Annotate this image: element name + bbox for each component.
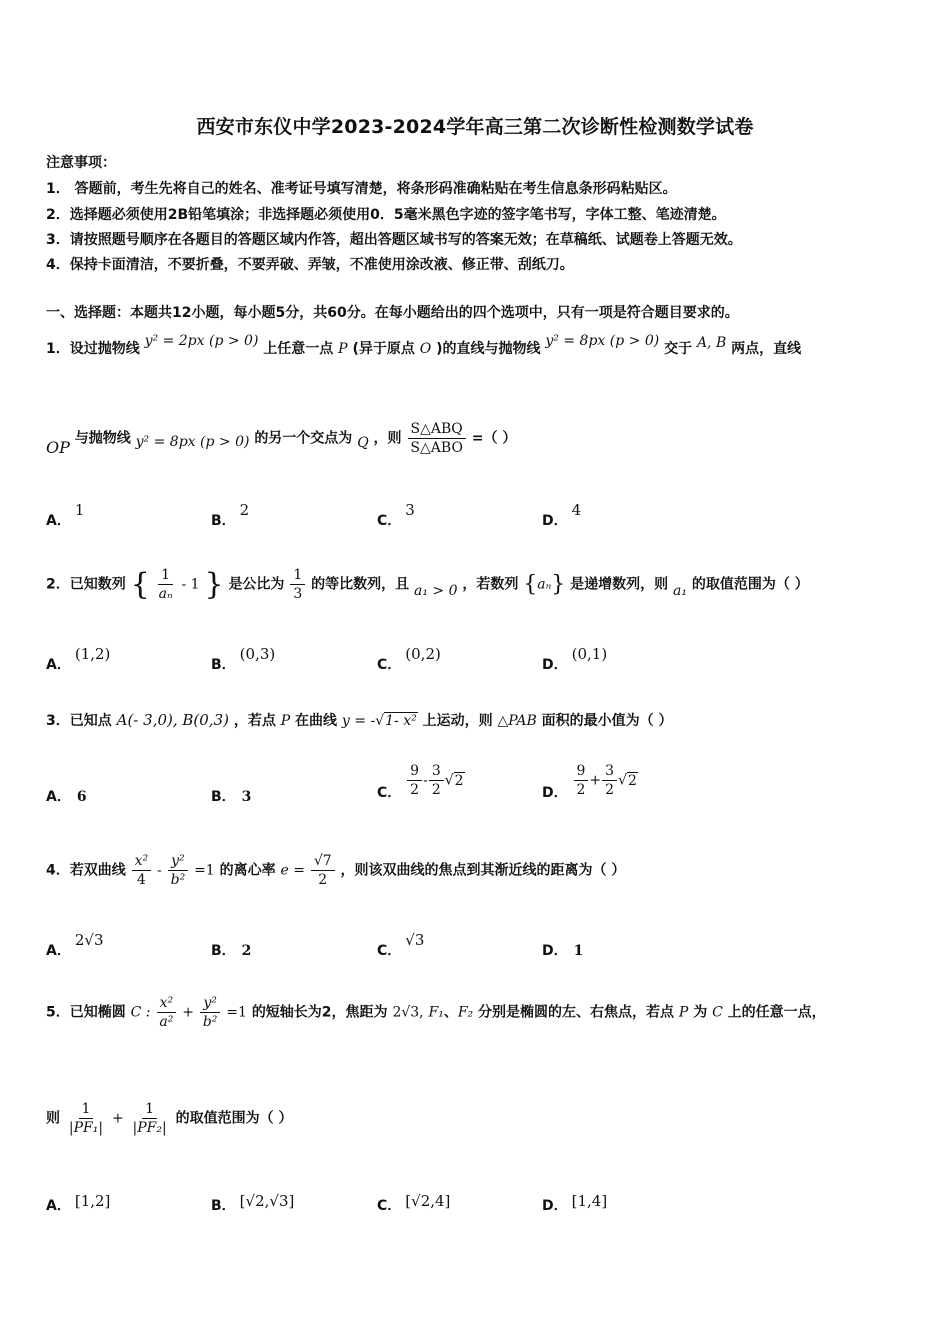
fraction-numerator: y²: [168, 852, 188, 871]
option-value: (0,2): [405, 645, 441, 663]
fraction-numerator: 9: [407, 762, 422, 781]
q5-reciprocal-2: [130, 1100, 170, 1137]
q4-option-b[interactable]: [211, 940, 251, 960]
q5-text: 的取值范围为（ ）: [175, 1110, 293, 1127]
q1-answer-blank: =（ ）: [471, 430, 517, 447]
fraction-numerator: √7: [311, 852, 335, 871]
option-label: A．: [46, 657, 71, 673]
fraction-numerator: 3: [429, 762, 444, 781]
fraction-denominator: 2: [576, 782, 586, 798]
q1-point-q: Q: [357, 434, 369, 451]
q2-text: ，若数列: [462, 576, 519, 593]
option-value: 3: [241, 789, 252, 805]
sqrt-sign: √: [444, 772, 454, 789]
question-5-line-1: [46, 994, 826, 1031]
q3-text: 面积的最小值为（ ）: [541, 713, 673, 729]
q3-triangle: △PAB: [497, 713, 537, 729]
q2-a1: a₁: [673, 582, 687, 599]
notice-item-2: 2．选择题必须使用2B铅笔填涂；非选择题必须使用0．5毫米黑色字迹的签字笔书写，字体工整、笔迹清楚。: [46, 207, 726, 223]
q1-equation-1: y² = 2px (p > 0): [144, 333, 259, 349]
q4-option-d[interactable]: [542, 940, 583, 960]
option-label: A．: [46, 1198, 71, 1214]
fraction-denominator: 2: [431, 782, 441, 798]
option-label: B．: [211, 1198, 236, 1214]
option-label: D．: [542, 1198, 568, 1214]
q2-option-d[interactable]: [542, 645, 608, 674]
q5-text: 分别是椭圆的左、右焦点，若点: [478, 1004, 675, 1021]
q4-eccentricity-value: [311, 852, 335, 889]
notice-item-3: 3．请按照题号顺序在各题目的答题区域内作答，超出答题区域书写的答案无效；在草稿纸、试题卷上答题无效。: [46, 232, 742, 248]
q5-ellipse-c: C: [712, 1004, 723, 1021]
right-brace: }: [551, 572, 566, 597]
q3-option-b[interactable]: [211, 786, 251, 806]
option-operator: -: [423, 772, 428, 789]
q3-text: ，若点: [233, 713, 276, 729]
q1-text: )的直线与抛物线: [436, 341, 541, 357]
q4-text: 的离心率: [219, 862, 276, 879]
q1-text: 的另一个交点为: [254, 430, 353, 447]
q1-points-ab: A, B: [696, 335, 727, 351]
q4-minus: -: [157, 862, 162, 879]
q1-equation-2: y² = 8px (p > 0): [545, 333, 660, 349]
question-3: [46, 710, 673, 730]
q5-focus-2: F₂: [457, 1004, 474, 1021]
q5-text: 为: [693, 1004, 708, 1021]
fraction-numerator: y²: [200, 994, 220, 1013]
option-label: D．: [542, 657, 568, 673]
q5-x-term: [156, 994, 176, 1031]
option-label: C．: [377, 513, 402, 529]
option-operator: +: [589, 772, 602, 789]
right-brace: }: [204, 567, 224, 602]
option-value: [1,4]: [571, 1192, 608, 1210]
q5-text: 5．已知椭圆: [46, 1004, 126, 1021]
q1-ratio-denominator: S△ABO: [410, 440, 463, 456]
option-label: C．: [377, 784, 402, 801]
option-value: 1: [573, 943, 584, 959]
fraction-numerator: 3: [602, 762, 617, 781]
q2-common-ratio: [290, 566, 305, 603]
option-value: 1: [74, 501, 85, 519]
q1-text: 1．设过抛物线: [46, 341, 140, 357]
q1-option-d[interactable]: [542, 501, 582, 530]
q1-text: 上任意一点: [263, 341, 334, 357]
option-label: D．: [542, 784, 568, 801]
q3-text: 在曲线: [295, 713, 338, 729]
fraction-numerator: 9: [574, 762, 589, 781]
option-label: A．: [46, 943, 71, 959]
q5-point-p: P: [678, 1004, 689, 1021]
q5-text: 的短轴长为2，焦距为: [251, 1004, 388, 1021]
q5-text: 则: [46, 1110, 60, 1127]
q1-area-ratio: [407, 420, 466, 457]
q2-text: 2．已知数列: [46, 576, 126, 593]
q2-option-b[interactable]: [211, 645, 276, 674]
fraction-numerator: 1: [142, 1100, 157, 1119]
option-value: (1,2): [74, 645, 111, 663]
option-label: B．: [211, 513, 236, 529]
notice-item-1: 1． 答题前，考生先将自己的姓名、准考证号填写清楚，将条形码准确粘贴在考生信息条形码粘贴区。: [46, 181, 677, 197]
option-fraction: [429, 762, 444, 799]
q5-option-c[interactable]: [377, 1192, 451, 1215]
q5-plus: +: [111, 1110, 124, 1127]
q2-text: 的取值范围为（ ）: [691, 576, 809, 593]
option-value: 6: [76, 789, 87, 805]
q1-text: (异于原点: [352, 341, 415, 357]
q2-option-a[interactable]: [46, 645, 111, 674]
q4-option-a[interactable]: [46, 931, 104, 960]
q4-option-c[interactable]: [377, 931, 425, 960]
fraction-denominator: aₙ: [158, 586, 173, 602]
q3-text: 3．已知点: [46, 713, 112, 729]
option-fraction: [407, 762, 422, 799]
question-1-line-2: [46, 420, 516, 457]
q5-option-d[interactable]: [542, 1192, 608, 1215]
option-label: C．: [377, 657, 402, 673]
option-value: 2: [239, 501, 250, 519]
option-value: 2√3: [74, 931, 104, 949]
q4-text: ，则该双曲线的焦点到其渐近线的距离为（ ）: [340, 862, 626, 879]
fraction-numerator: 1: [290, 566, 305, 585]
q2-sequence-tail: - 1: [181, 576, 200, 593]
option-label: B．: [211, 657, 236, 673]
q3-option-a[interactable]: [46, 786, 87, 806]
q2-text: 的等比数列，且: [311, 576, 410, 593]
q1-text: 交于: [664, 341, 693, 357]
q3-text: 上运动，则: [422, 713, 493, 729]
q4-eccentricity: e =: [280, 862, 305, 879]
q5-focal-distance: 2√3,: [392, 1004, 424, 1021]
q5-equals: =1: [226, 1004, 247, 1021]
q5-ellipse-name: C :: [130, 1004, 151, 1021]
question-1-line-1: [46, 333, 802, 358]
q3-point-p: P: [280, 713, 291, 729]
sqrt-sign: √: [618, 772, 627, 789]
fraction-numerator: 1: [158, 566, 173, 585]
option-label: C．: [377, 943, 402, 959]
q5-plus: +: [182, 1004, 194, 1021]
q1-text: ，则: [373, 430, 402, 447]
q5-separator: 、: [443, 1004, 458, 1021]
q5-option-a[interactable]: [46, 1192, 111, 1215]
option-value: 4: [571, 501, 582, 519]
option-value: [1,2]: [74, 1192, 111, 1210]
q2-text: 是递增数列，则: [570, 576, 669, 593]
section-heading: 一、选择题：本题共12小题，每小题5分，共60分。在每小题给出的四个选项中，只有一项是符合题目要求的。: [46, 305, 739, 321]
fraction-denominator: a²: [159, 1014, 174, 1030]
q4-text: 4．若双曲线: [46, 862, 126, 879]
q1-option-c[interactable]: [377, 501, 415, 530]
q5-focus-1: F₁: [428, 1004, 444, 1021]
q1-line-op: OP: [46, 437, 70, 457]
q2-condition: a₁ > 0: [413, 582, 458, 599]
left-brace: {: [130, 567, 150, 602]
fraction-denominator: 2: [605, 782, 615, 798]
option-value: 2: [241, 943, 252, 959]
option-fraction: [574, 762, 589, 799]
q5-text: 上的任意一点，: [727, 1004, 826, 1021]
option-value: [√2,√3]: [239, 1192, 295, 1210]
option-label: A．: [46, 789, 71, 805]
notice-item-4: 4．保持卡面清洁，不要折叠，不要弄破、弄皱，不准使用涂改液、修正带、刮纸刀。: [46, 257, 574, 273]
q5-y-term: [200, 994, 221, 1031]
option-label: D．: [542, 513, 568, 529]
fraction-denominator: |PF₁|: [68, 1120, 104, 1136]
exam-title: 西安市东仪中学2023-2024学年高三第二次诊断性检测数学试卷: [196, 116, 754, 138]
notice-heading: 注意事项：: [46, 155, 116, 171]
left-brace: {: [523, 572, 538, 597]
q5-option-b[interactable]: [211, 1192, 295, 1215]
q2-option-c[interactable]: [377, 645, 441, 674]
option-radicand: 2: [628, 772, 637, 789]
q5-reciprocal-1: [66, 1100, 106, 1137]
q2-sequence-fraction: [156, 566, 176, 603]
option-label: A．: [46, 513, 71, 529]
q4-x-term: [132, 852, 152, 889]
fraction-numerator: x²: [132, 852, 152, 871]
q3-curve-radicand: 1- x²: [385, 713, 417, 729]
option-label: B．: [211, 943, 236, 959]
q3-option-d[interactable]: [542, 762, 638, 799]
option-value: 3: [405, 501, 415, 519]
question-4: [46, 852, 625, 889]
fraction-denominator: 4: [136, 872, 146, 888]
sqrt-sign: √: [375, 713, 385, 729]
fraction-denominator: 3: [293, 586, 303, 602]
q1-option-a[interactable]: [46, 501, 85, 530]
option-radicand: 2: [454, 772, 464, 789]
q3-points: A(- 3,0), B(0,3): [116, 711, 229, 729]
option-value: [√2,4]: [405, 1192, 451, 1210]
question-5-line-2: [46, 1100, 292, 1137]
q2-text: 是公比为: [228, 576, 285, 593]
option-value: (0,3): [239, 645, 276, 663]
option-label: B．: [211, 789, 236, 805]
option-fraction: [602, 762, 617, 799]
q2-sequence-an: aₙ: [537, 576, 552, 593]
option-value: √3: [405, 931, 425, 949]
option-label: D．: [542, 943, 568, 959]
q1-origin-o: O: [419, 341, 432, 357]
fraction-denominator: |PF₂|: [132, 1120, 167, 1136]
fraction-denominator: b²: [202, 1014, 218, 1030]
fraction-numerator: x²: [157, 994, 177, 1013]
fraction-denominator: 2: [318, 872, 328, 888]
q4-y-term: [168, 852, 189, 889]
q4-equals: =1: [194, 862, 215, 879]
q1-ratio-numerator: S△ABQ: [408, 420, 466, 439]
q1-text: 两点，直线: [731, 341, 802, 357]
option-value: (0,1): [571, 645, 608, 663]
fraction-denominator: b²: [170, 872, 186, 888]
q1-point-p: P: [338, 341, 348, 357]
q1-equation-3: y² = 8px (p > 0): [135, 433, 250, 450]
q1-text: 与抛物线: [74, 430, 131, 447]
fraction-numerator: 1: [79, 1100, 94, 1119]
question-2: [46, 566, 809, 603]
fraction-denominator: 2: [410, 782, 420, 798]
q3-curve-lhs: y = -: [341, 713, 376, 729]
option-label: C．: [377, 1198, 402, 1214]
q3-option-c[interactable]: [377, 762, 465, 799]
q1-option-b[interactable]: [211, 501, 250, 530]
